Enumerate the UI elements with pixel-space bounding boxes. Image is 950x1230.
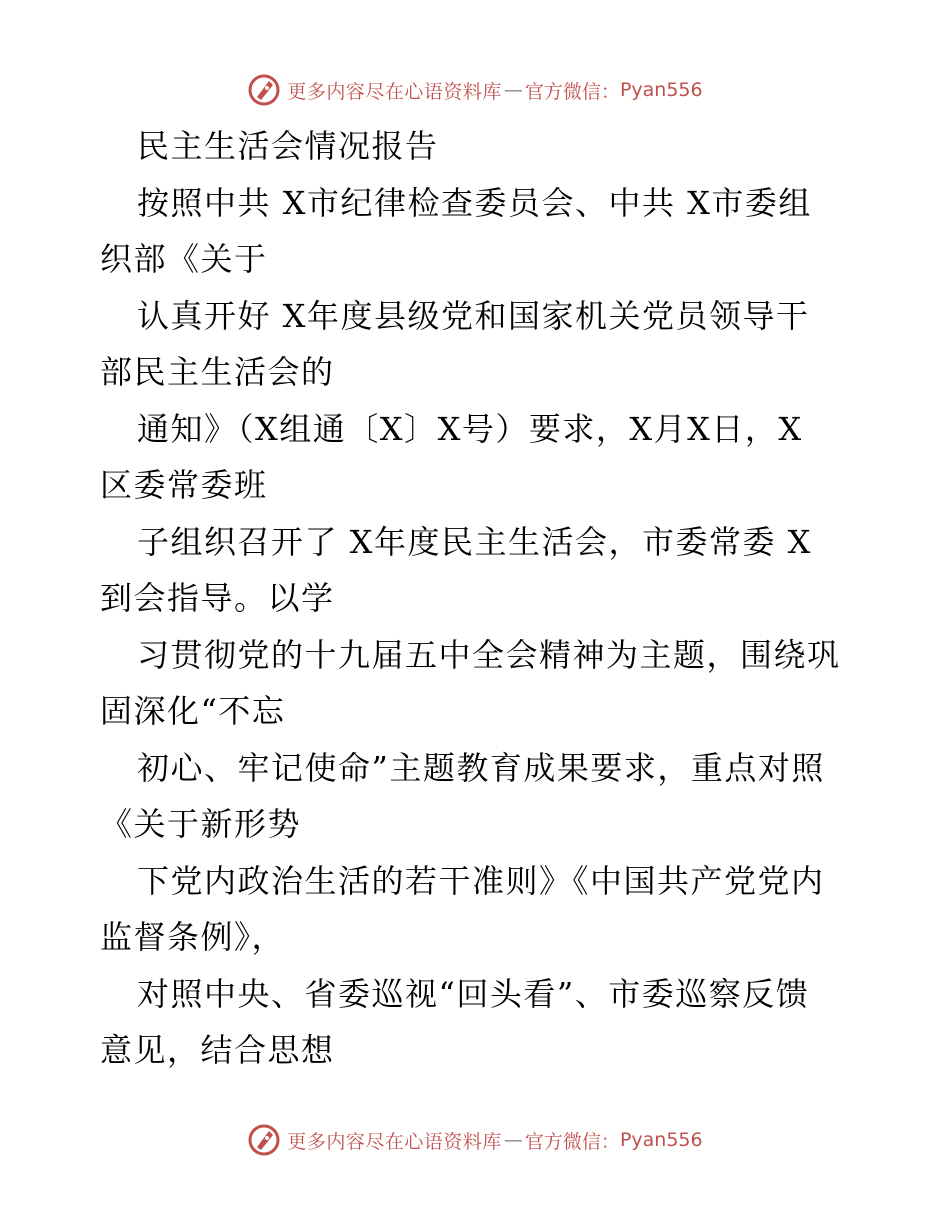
document-line: 对照中央、省委巡视“回头看”、市委巡察反馈 [137, 974, 810, 1013]
document-line: 固深化“不忘 [100, 692, 286, 730]
watermark-wechat-id: Pyan556 [619, 1129, 703, 1151]
document-line: 区委常委班 [100, 466, 268, 504]
document-line: 初心、牢记使命”主题教育成果要求，重点对照 [137, 748, 825, 787]
watermark-wechat-id: Pyan556 [619, 79, 703, 101]
document-line: 习贯彻党的十九届五中全会精神为主题，围绕巩 [137, 635, 841, 674]
watermark-main-text: 更多内容尽在心语资料库 [287, 1130, 502, 1153]
document-line: 民主生活会情况报告 [137, 127, 439, 165]
document-line: 认真开好 X年度县级党和国家机关党员领导干 [137, 296, 810, 335]
watermark-label: 官方微信： [524, 80, 620, 103]
watermark-label: 官方微信： [524, 1130, 620, 1153]
document-body [100, 118, 860, 1079]
document-line: 《关于新形势 [100, 805, 302, 843]
watermark-separator: — [503, 1129, 523, 1151]
document-line: 织部《关于 [100, 240, 268, 278]
document-line: 通知》（X组通〔X〕X号）要求，X月X日，X [137, 409, 803, 448]
document-line: 子组织召开了 X年度民主生活会，市委常委 X [137, 522, 812, 561]
document-line: 下党内政治生活的若干准则》《中国共产党党内 [137, 861, 825, 900]
watermark-separator: — [503, 79, 523, 101]
watermark-footer [0, 1120, 950, 1160]
document-line: 按照中共 X市纪律检查委员会、中共 X市委组 [137, 183, 812, 222]
pen-nib-seal-icon [247, 73, 281, 107]
document-line: 部民主生活会的 [100, 353, 335, 391]
document-line: 意见，结合思想 [100, 1031, 335, 1069]
document-line: 到会指导。以学 [100, 579, 335, 617]
watermark-header [0, 70, 950, 110]
watermark-main-text: 更多内容尽在心语资料库 [287, 80, 502, 103]
document-line: 监督条例》， [100, 918, 286, 956]
pen-nib-seal-icon [247, 1123, 281, 1157]
